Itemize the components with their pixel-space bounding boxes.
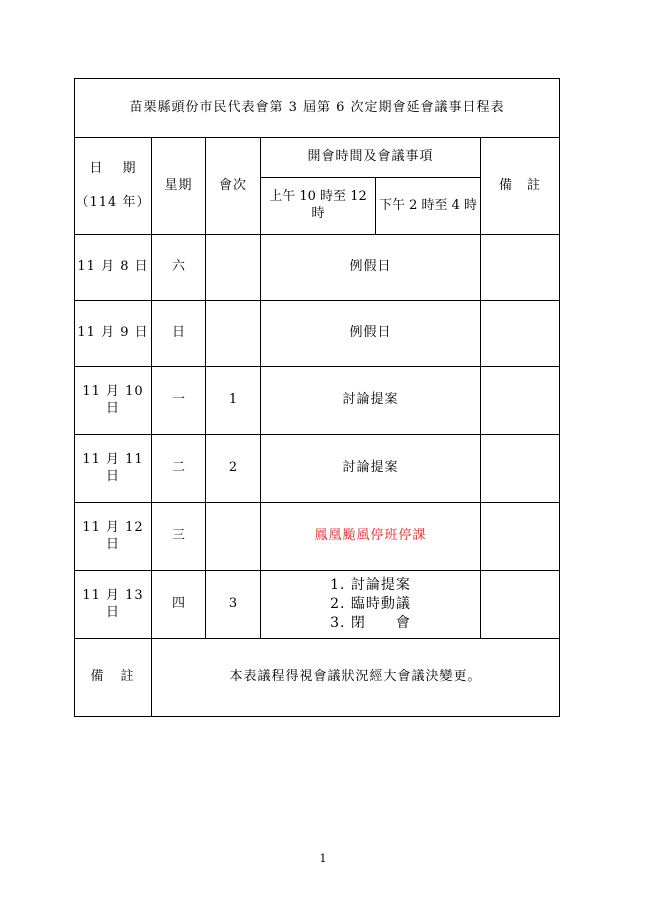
row-session [206, 503, 261, 571]
table-row [75, 367, 560, 435]
row-date: 11 月 10 日 [75, 367, 152, 435]
row-remark [481, 301, 560, 367]
row-remark [481, 503, 560, 571]
row-date: 11 月 9 日 [75, 301, 152, 367]
row-session: 1 [206, 367, 261, 435]
weekday-header: 星期 [152, 138, 206, 235]
schedule-table [74, 78, 560, 717]
row-weekday: 三 [152, 503, 206, 571]
row-weekday: 四 [152, 571, 206, 639]
date-header [75, 138, 152, 235]
row-remark [481, 571, 560, 639]
note-text: 本表議程得視會議狀況經大會議決變更。 [152, 639, 560, 717]
table-row [75, 235, 560, 301]
row-date: 11 月 11 日 [75, 435, 152, 503]
row-date: 11 月 13 日 [75, 571, 152, 639]
row-remark [481, 367, 560, 435]
row-session [206, 301, 261, 367]
row-remark [481, 435, 560, 503]
row-date: 11 月 12 日 [75, 503, 152, 571]
row-event: 討論提案 [261, 367, 481, 435]
row-event-list [261, 571, 481, 639]
table-row [75, 301, 560, 367]
row-event: 例假日 [261, 301, 481, 367]
remarks-header: 備 註 [481, 138, 560, 235]
date-header-label: 日 期 [89, 161, 137, 177]
event-item: 3. 閉 會 [330, 614, 411, 631]
row-weekday: 二 [152, 435, 206, 503]
row-weekday: 一 [152, 367, 206, 435]
afternoon-header: 下午 2 時至 4 時 [376, 178, 481, 235]
date-header-year: （114 年） [75, 195, 151, 210]
table-row [75, 503, 560, 571]
table-title: 苗栗縣頭份市民代表會第 3 屆第 6 次定期會延會議事日程表 [75, 79, 560, 138]
event-item: 2. 臨時動議 [330, 596, 411, 613]
row-remark [481, 235, 560, 301]
row-weekday: 六 [152, 235, 206, 301]
row-event: 例假日 [261, 235, 481, 301]
row-session: 2 [206, 435, 261, 503]
row-event: 討論提案 [261, 435, 481, 503]
table-row [75, 571, 560, 639]
event-item: 1. 討論提案 [330, 577, 411, 594]
row-date: 11 月 8 日 [75, 235, 152, 301]
table-row [75, 435, 560, 503]
page-number: 1 [319, 852, 327, 865]
morning-header: 上午 10 時至 12 時 [261, 178, 376, 235]
row-weekday: 日 [152, 301, 206, 367]
note-label: 備 註 [75, 639, 152, 717]
session-header: 會次 [206, 138, 261, 235]
row-event-typhoon: 鳳凰颱風停班停課 [261, 503, 481, 571]
note-row [75, 639, 560, 717]
agenda-header: 開會時間及會議事項 [261, 138, 481, 178]
row-session [206, 235, 261, 301]
row-session: 3 [206, 571, 261, 639]
